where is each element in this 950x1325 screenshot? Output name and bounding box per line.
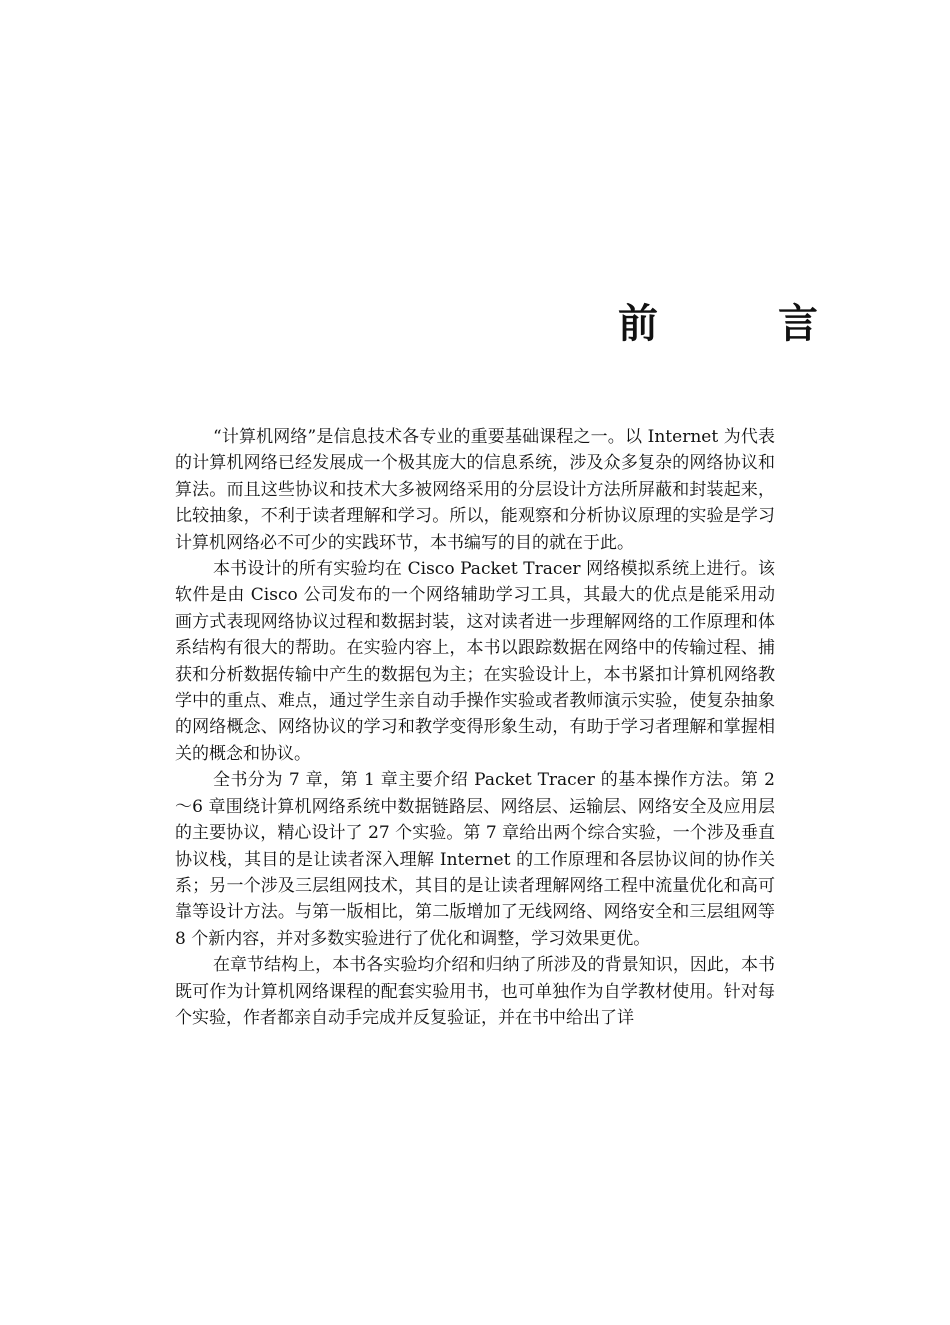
paragraph-structure: 在章节结构上，本书各实验均介绍和归纳了所涉及的背景知识，因此，本书既可作为计算机网络课程的配套实验用书，也可单独作为自学教材使用。针对每个实验，作者都亲自动手完成并反复验证，并在书中给出了详 — [175, 955, 775, 1028]
body-text — [175, 424, 775, 1031]
page-title: 前 言 — [618, 301, 858, 347]
paragraph-chapters: 全书分为 7 章，第 1 章主要介绍 Packet Tracer 的基本操作方法。第 2～6 章围绕计算机网络系统中数据链路层、网络层、运输层、网络安全及应用层的主要协议，精心设计了 27 个实验。第 7 章给出两个综合实验，一个涉及垂直协议栈，其目的是让读者深入理解 Internet 的工作原理和各层协议间的协作关系；另一个涉及三层组网技术，其目的是让读者理解网络工程中流量优化和高可靠等设计方法。与第一版相比，第二版增加了无线网络、网络安全和三层组网等 8 个新内容，并对多数实验进行了优化和调整，学习效果更优。 — [175, 770, 775, 949]
paragraph-software: 本书设计的所有实验均在 Cisco Packet Tracer 网络模拟系统上进行。该软件是由 Cisco 公司发布的一个网络辅助学习工具，其最大的优点是能采用动画方式表现网络协议过程和数据封装，这对读者进一步理解网络的工作原理和体系结构有很大的帮助。在实验内容上，本书以跟踪数据在网络中的传输过程、捕获和分析数据传输中产生的数据包为主；在实验设计上，本书紧扣计算机网络教学中的重点、难点，通过学生亲自动手操作实验或者教师演示实验，使复杂抽象的网络概念、网络协议的学习和教学变得形象生动，有助于学习者理解和掌握相关的概念和协议。 — [175, 559, 775, 764]
paragraph-intro: “计算机网络”是信息技术各专业的重要基础课程之一。以 Internet 为代表的计算机网络已经发展成一个极其庞大的信息系统，涉及众多复杂的网络协议和算法。而且这些协议和技术大多被网络采用的分层设计方法所屏蔽和封装起来，比较抽象，不利于读者理解和学习。所以，能观察和分析协议原理的实验是学习计算机网络必不可少的实践环节，本书编写的目的就在于此。 — [175, 427, 775, 553]
